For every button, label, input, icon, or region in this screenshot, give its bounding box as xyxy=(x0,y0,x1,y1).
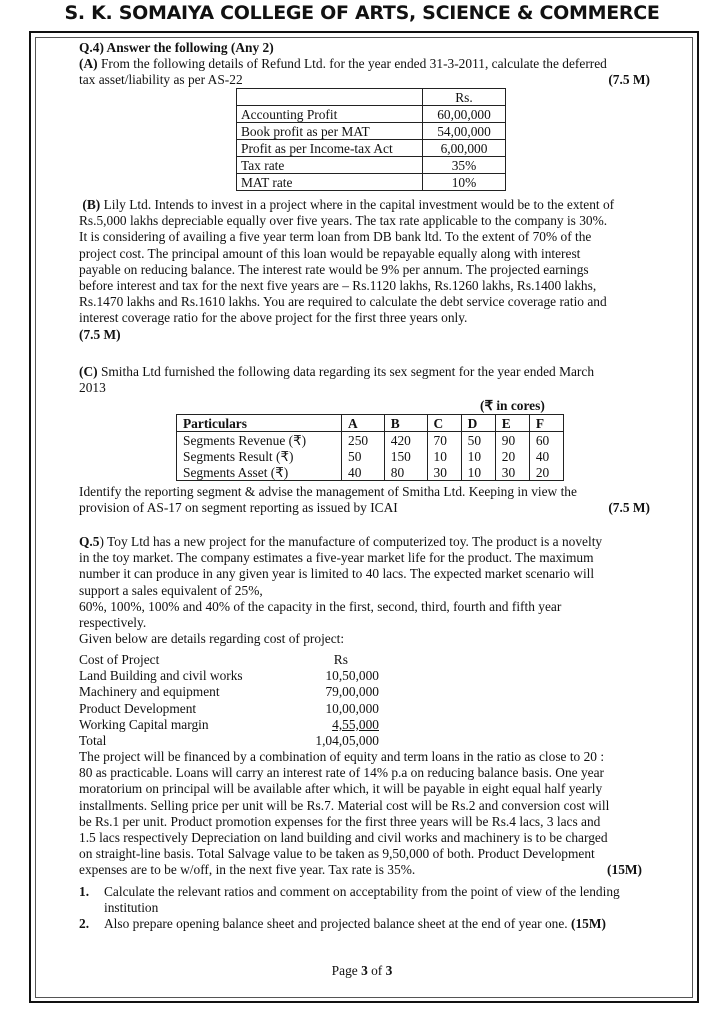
cost-row xyxy=(79,668,379,684)
table-cell: 80 xyxy=(384,464,427,481)
q5-line: Given below are details regarding cost of project: xyxy=(79,631,345,647)
cost-label: Total xyxy=(79,733,107,749)
q5-paragraph xyxy=(79,749,664,879)
cost-label: Cost of Project xyxy=(79,652,160,667)
cost-value: 79,00,000 xyxy=(325,684,379,700)
table-cell: 10 xyxy=(461,448,495,464)
q4-part-c xyxy=(79,364,664,396)
table-cell: 40 xyxy=(529,448,563,464)
q5-para-line: moratorium on principal will be available after which, it will be payable in eight equal half yearly xyxy=(79,781,603,797)
college-header: S. K. SOMAIYA COLLEGE OF ARTS, SCIENCE & COMMERCE xyxy=(64,2,660,24)
q4c-after xyxy=(79,484,664,516)
table-header-cell: A xyxy=(342,415,385,432)
cost-value: Rs xyxy=(333,652,348,667)
task-text-line: institution xyxy=(104,900,159,916)
q5-text: ) Toy Ltd has a new project for the manufacture of computerized toy. The product is a novelty xyxy=(99,534,603,549)
table-cell: 20 xyxy=(495,448,529,464)
question-5 xyxy=(79,534,664,647)
q4c-after-line: Identify the reporting segment & advise the management of Smitha Ltd. Keeping in view the xyxy=(79,484,577,499)
task-item xyxy=(79,916,669,932)
table-cell: Segments Result (₹) xyxy=(177,448,342,464)
q4-part-b xyxy=(79,197,664,343)
q5-para-line: installments. Selling price per unit will be Rs.7. Material cost will be Rs.2 and conversion cost will xyxy=(79,797,610,813)
table-cell: 30 xyxy=(495,464,529,481)
q4b-line: It is considering of availing a five year term loan from DB bank ltd. To the extent of 70% of the xyxy=(79,229,592,245)
q5-line: support a sales equivalent of 25%, xyxy=(79,582,263,598)
q5-line xyxy=(79,534,664,550)
q4c-after-text: provision of AS-17 on segment reporting as issued by ICAI xyxy=(79,500,398,516)
table-row xyxy=(237,174,506,191)
q4a-text-2: tax asset/liability as per AS-22 xyxy=(79,72,243,88)
q4a-marks: (7.5 M) xyxy=(608,72,650,88)
q4a-label: (A) xyxy=(79,56,98,72)
q4c-line xyxy=(79,364,664,380)
q4b-label: (B) xyxy=(82,197,101,212)
q5-line: in the toy market. The company estimates a five-year market life for the product. The maximum xyxy=(79,550,594,566)
table-cell: 10 xyxy=(461,464,495,481)
q4c-label: (C) xyxy=(79,364,98,379)
table-cell: Accounting Profit xyxy=(237,106,423,123)
table-cell: 10 xyxy=(427,448,461,464)
cost-label: Land Building and civil works xyxy=(79,668,243,684)
table-header-cell: Particulars xyxy=(177,415,342,432)
table-cell: 6,00,000 xyxy=(423,140,506,157)
q5-para-line xyxy=(79,862,664,878)
cost-value: 4,55,000 xyxy=(332,716,379,732)
table-cell: 40 xyxy=(342,464,385,481)
table-cell: 50 xyxy=(342,448,385,464)
table-header-cell: C xyxy=(427,415,461,432)
table-cell: 150 xyxy=(384,448,427,464)
task-number: 1. xyxy=(79,884,90,899)
q5-task-list xyxy=(79,884,669,933)
table-header-cell: Rs. xyxy=(423,89,506,106)
table-cell: Profit as per Income-tax Act xyxy=(237,140,423,157)
q5-para-line: The project will be financed by a combination of equity and term loans in the ratio as close to 20 : xyxy=(79,749,605,764)
q4b-marks: (7.5 M) xyxy=(79,326,121,342)
cost-label: Machinery and equipment xyxy=(79,684,220,700)
q4c-text: Smitha Ltd furnished the following data regarding its sex segment for the year ended March xyxy=(97,364,595,379)
table-header-cell: B xyxy=(384,415,427,432)
table-cell: Tax rate xyxy=(237,157,423,174)
table-cell: 30 xyxy=(427,464,461,481)
table-header-cell: D xyxy=(461,415,495,432)
q5-para-line: on straight-line basis. Total Salvage value to be taken as 9,50,000 of both. Product Development xyxy=(79,846,595,862)
q5-marks: (15M) xyxy=(607,862,642,878)
task-marks: (15M) xyxy=(570,916,606,932)
cost-row xyxy=(79,701,379,717)
q4-number: Q.4 xyxy=(79,40,100,55)
page-mid: of xyxy=(367,963,386,978)
table-row xyxy=(177,448,564,464)
table-row xyxy=(177,464,564,481)
page-prefix: Page xyxy=(331,963,362,978)
task-text xyxy=(104,884,620,916)
q4-heading xyxy=(79,40,664,56)
table-cell: Segments Asset (₹) xyxy=(177,464,342,481)
q4c-line: 2013 xyxy=(79,380,106,396)
table-cell: 20 xyxy=(529,464,563,481)
table-cell: 60 xyxy=(529,432,563,449)
q4c-after-line xyxy=(79,500,664,516)
task-text-line: Also prepare opening balance sheet and projected balance sheet at the end of year one. xyxy=(104,916,571,932)
q5-number: Q.5 xyxy=(79,534,100,549)
table-header-cell: E xyxy=(495,415,529,432)
table-cell: 250 xyxy=(342,432,385,449)
cost-label: Working Capital margin xyxy=(79,716,209,732)
q5-line: 60%, 100%, 100% and 40% of the capacity in the first, second, third, fourth and fifth year xyxy=(79,598,562,614)
cost-row xyxy=(79,717,379,733)
page-number xyxy=(0,963,724,979)
cost-total-row xyxy=(79,733,379,749)
q5-para-line: 1.5 lacs respectively Depreciation on land building and civil works and machinery is to be charged xyxy=(79,830,608,846)
q4b-line: interest coverage ratio for the above project for the first three years only. xyxy=(79,310,468,326)
cost-header-row xyxy=(79,652,379,668)
task-text-line: Calculate the relevant ratios and comment on acceptability from the point of view of the lending xyxy=(104,884,620,899)
task-text xyxy=(104,916,606,932)
task-item xyxy=(79,884,669,916)
q4b-text: Lily Ltd. Intends to invest in a project where in the capital investment would be to the extent of xyxy=(100,197,615,212)
deferred-tax-table xyxy=(236,88,506,191)
q4c-marks: (7.5 M) xyxy=(608,500,650,516)
q5-para-line: 80 as practicable. Loans will carry an interest rate of 14% p.a on reducing balance basis. One year xyxy=(79,765,604,781)
q4b-line: Rs.1470 lakhs and Rs.1610 lakhs. You are required to calculate the debt service coverage ratio and xyxy=(79,294,607,310)
page-total: 3 xyxy=(385,963,393,978)
table-row xyxy=(237,157,506,174)
cost-value: 10,50,000 xyxy=(325,668,379,684)
q4-instruction: ) Answer the following (Any 2) xyxy=(99,40,274,55)
table-cell: 50 xyxy=(461,432,495,449)
table-row xyxy=(237,140,506,157)
table-header-row xyxy=(177,415,564,432)
q4b-line xyxy=(79,197,664,213)
table-cell: 35% xyxy=(423,157,506,174)
q4b-line: Rs.5,000 lakhs depreciable equally over five years. The tax rate applicable to the company is 30%. xyxy=(79,213,608,229)
q5-para-line: be Rs.1 per unit. Product promotion expenses for the first three years will be Rs.4 lacs, 3 lacs and xyxy=(79,813,601,829)
table-header-cell: F xyxy=(529,415,563,432)
table-cell: 60,00,000 xyxy=(423,106,506,123)
table-row xyxy=(237,123,506,140)
segment-table xyxy=(176,414,564,481)
q4a-text: From the following details of Refund Ltd. for the year ended 31-3-2011, calculate the deferred xyxy=(97,56,607,72)
table-cell xyxy=(237,89,423,106)
table-cell: 90 xyxy=(495,432,529,449)
table-cell: Segments Revenue (₹) xyxy=(177,432,342,449)
project-cost-table xyxy=(79,652,379,749)
table-cell: Book profit as per MAT xyxy=(237,123,423,140)
task-number: 2. xyxy=(79,916,90,932)
q4b-line: before interest and tax for the next five years are – Rs.1120 lakhs, Rs.1260 lakhs, Rs.1400 lakhs, xyxy=(79,278,597,294)
table-cell: 10% xyxy=(423,174,506,191)
cost-value: 10,00,000 xyxy=(325,700,379,716)
cost-label: Product Development xyxy=(79,700,197,716)
q4b-line: project cost. The principal amount of this loan would be repayable equally along with interest xyxy=(79,245,581,261)
table-cell: 70 xyxy=(427,432,461,449)
cost-value: 1,04,05,000 xyxy=(315,733,379,749)
q5-para-text: expenses are to be w/off, in the next five year. Tax rate is 35%. xyxy=(79,862,416,878)
table-cell: 420 xyxy=(384,432,427,449)
table-row xyxy=(177,432,564,449)
table-header-row xyxy=(237,89,506,106)
table-cell: MAT rate xyxy=(237,174,423,191)
q5-line: respectively. xyxy=(79,615,147,631)
q4b-line: payable on reducing balance. The interest rate would be 9% per annum. The projected earnings xyxy=(79,261,589,277)
table-cell: 54,00,000 xyxy=(423,123,506,140)
q4a-line-1 xyxy=(79,56,664,72)
q4a-line-2 xyxy=(79,72,664,88)
unit-note: (₹ in cores) xyxy=(480,398,545,413)
table-row xyxy=(237,106,506,123)
page-current: 3 xyxy=(361,963,368,978)
cost-row xyxy=(79,684,379,700)
question-4 xyxy=(79,40,664,89)
q5-line: number it can produce in any given year is limited to 40 lacs. The expected market scenario will xyxy=(79,566,595,582)
